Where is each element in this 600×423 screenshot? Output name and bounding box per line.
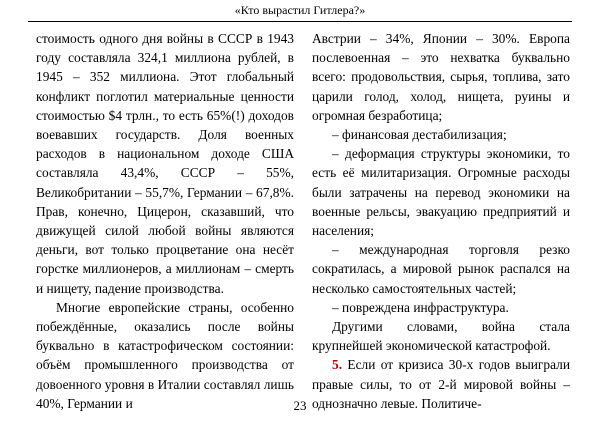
running-header: [28, 0, 572, 22]
paragraph: Австрии – 34%, Японии – 30%. Европа послевоенная – это нехватка буквально всего: продовольствия, сырья, топлива, зато царили голод, холод, нищета, руины и огромная безработица;: [312, 31, 570, 123]
paragraph-text: Если от кризиса 30-х годов выиграли правые силы, то от 2-й мировой войны – однозначно левые. Политиче-: [312, 357, 570, 411]
right-column: [312, 29, 570, 413]
paragraph: Многие европейские страны, особенно побеждённые, оказались после войны буквально в катастрофическом состоянии: объём промышленного производства от довоенного уровня в Италии составлял лишь 40%, Германии и: [36, 299, 294, 411]
list-item: – международная торговля резко сократилась, а мировой рынок распался на несколько самостоятельных частей;: [312, 242, 570, 296]
paragraph: стоимость одного дня войны в СССР в 1943 году составляла 324,1 миллиона рублей, в 1945 – 352 миллиона. Этот глобальный конфликт поглотил материальные ценности стоимостью $4 трлн., то есть 65%(!) доходов воевавших государств. Доля военных расходов в национальном доходе США составляла 43,4%, СССР – 55%, Великобритании – 55,7%, Германии – 67,8%. Прав, конечно, Цицерон, сказавший, что движущей силой любой войны являются деньги, вот только процветание она несёт горстке миллионеров, а миллионам – смерть и нищету, падение производства.: [36, 31, 294, 296]
list-item: – деформация структуры экономики, то есть её милитаризация. Огромные расходы были затрачены на перевод экономики на военные рельсы, эвакуацию предприятий и населения;: [312, 146, 570, 239]
paragraph-number: 5.: [332, 357, 343, 373]
header-title: «Кто вырастил Гитлера?»: [234, 3, 366, 17]
list-item: – финансовая дестабилизация;: [332, 127, 507, 143]
list-item: – повреждена инфраструктура.: [332, 299, 509, 315]
paragraph: Другими словами, война стала крупнейшей экономической катастрофой.: [312, 319, 570, 354]
left-column: [36, 29, 294, 413]
page-number: 23: [293, 398, 307, 413]
